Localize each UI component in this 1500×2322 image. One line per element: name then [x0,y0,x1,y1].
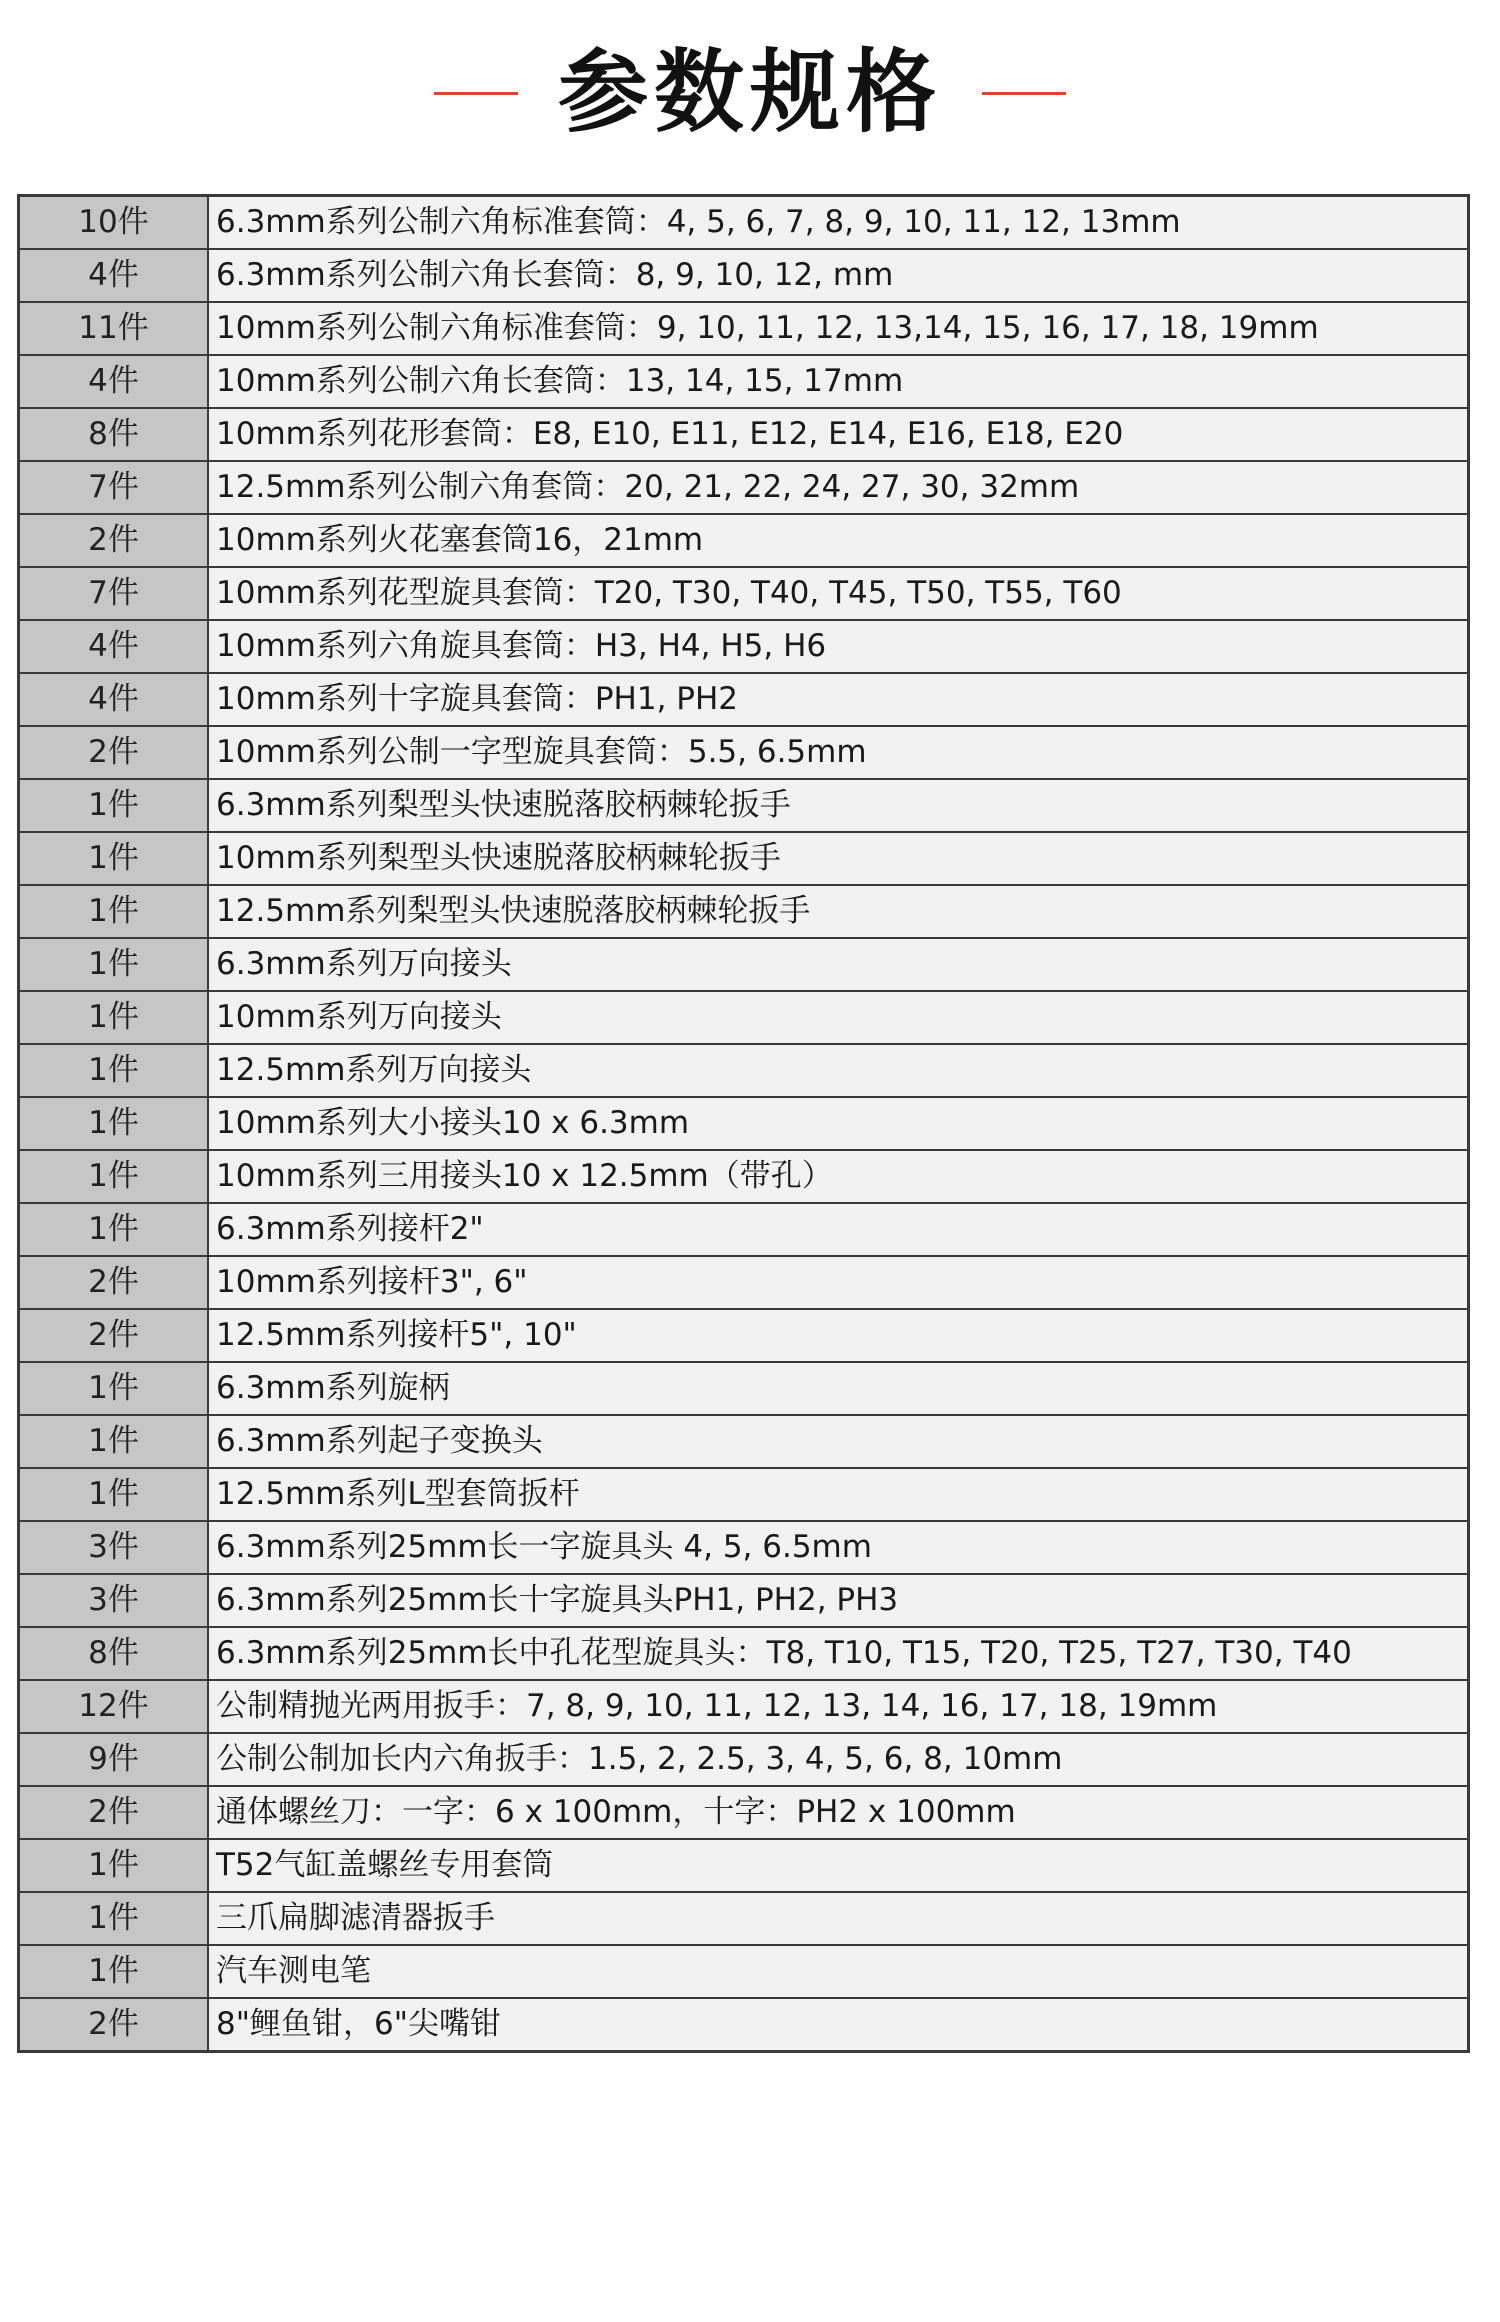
table-row [19,1203,1469,1256]
page-title: 参数规格 [558,40,942,145]
qty-cell: 1件 [19,1150,209,1203]
description-cell: 通体螺丝刀：一字：6 x 100mm，十字：PH2 x 100mm [208,1786,1469,1839]
table-row [19,673,1469,726]
description-cell: 10mm系列花型旋具套筒：T20, T30, T40, T45, T50, T55, T60 [208,567,1469,620]
description-cell: 10mm系列火花塞套筒16，21mm [208,514,1469,567]
description-cell: 公制精抛光两用扳手：7, 8, 9, 10, 11, 12, 13, 14, 16, 17, 18, 19mm [208,1680,1469,1733]
description-cell: 12.5mm系列接杆5", 10" [208,1309,1469,1362]
description-cell: 10mm系列公制六角标准套筒：9, 10, 11, 12, 13,14, 15, 16, 17, 18, 19mm [208,302,1469,355]
description-cell: 12.5mm系列公制六角套筒：20, 21, 22, 24, 27, 30, 32mm [208,461,1469,514]
description-cell: 10mm系列梨型头快速脱落胶柄棘轮扳手 [208,832,1469,885]
table-row [19,1998,1469,2052]
table-row [19,514,1469,567]
description-cell: 6.3mm系列公制六角长套筒：8, 9, 10, 12, mm [208,249,1469,302]
qty-cell: 4件 [19,620,209,673]
table-row [19,938,1469,991]
table-row [19,567,1469,620]
table-row [19,620,1469,673]
description-cell: 6.3mm系列梨型头快速脱落胶柄棘轮扳手 [208,779,1469,832]
description-cell: 12.5mm系列L型套筒扳杆 [208,1468,1469,1521]
qty-cell: 1件 [19,938,209,991]
table-row [19,1256,1469,1309]
table-row [19,1627,1469,1680]
table-row [19,1044,1469,1097]
title-left-line [434,92,518,95]
qty-cell: 1件 [19,1892,209,1945]
qty-cell: 2件 [19,1309,209,1362]
description-cell: 10mm系列十字旋具套筒：PH1, PH2 [208,673,1469,726]
description-cell: 10mm系列万向接头 [208,991,1469,1044]
table-row [19,1786,1469,1839]
table-row [19,408,1469,461]
description-cell: 6.3mm系列起子变换头 [208,1415,1469,1468]
spec-table-body [19,196,1469,2052]
qty-cell: 1件 [19,1097,209,1150]
qty-cell: 1件 [19,1203,209,1256]
description-cell: 6.3mm系列旋柄 [208,1362,1469,1415]
table-row [19,461,1469,514]
qty-cell: 10件 [19,196,209,250]
table-row [19,249,1469,302]
table-row [19,1892,1469,1945]
qty-cell: 3件 [19,1521,209,1574]
description-cell: 10mm系列六角旋具套筒：H3, H4, H5, H6 [208,620,1469,673]
table-row [19,832,1469,885]
description-cell: 10mm系列三用接头10 x 12.5mm（带孔） [208,1150,1469,1203]
table-row [19,1309,1469,1362]
qty-cell: 1件 [19,779,209,832]
qty-cell: 2件 [19,1256,209,1309]
qty-cell: 11件 [19,302,209,355]
qty-cell: 4件 [19,355,209,408]
description-cell: 6.3mm系列接杆2" [208,1203,1469,1256]
table-row [19,1574,1469,1627]
qty-cell: 12件 [19,1680,209,1733]
description-cell: 汽车测电笔 [208,1945,1469,1998]
qty-cell: 8件 [19,408,209,461]
table-row [19,1150,1469,1203]
table-row [19,302,1469,355]
qty-cell: 2件 [19,1786,209,1839]
qty-cell: 2件 [19,514,209,567]
qty-cell: 1件 [19,991,209,1044]
qty-cell: 1件 [19,1044,209,1097]
title-bar [0,38,1500,148]
table-row [19,1680,1469,1733]
description-cell: 10mm系列公制一字型旋具套筒：5.5, 6.5mm [208,726,1469,779]
description-cell: 公制公制加长内六角扳手：1.5, 2, 2.5, 3, 4, 5, 6, 8, 10mm [208,1733,1469,1786]
description-cell: 10mm系列大小接头10 x 6.3mm [208,1097,1469,1150]
qty-cell: 8件 [19,1627,209,1680]
table-row [19,1521,1469,1574]
qty-cell: 1件 [19,832,209,885]
description-cell: 12.5mm系列万向接头 [208,1044,1469,1097]
qty-cell: 7件 [19,461,209,514]
description-cell: 6.3mm系列万向接头 [208,938,1469,991]
description-cell: 12.5mm系列梨型头快速脱落胶柄棘轮扳手 [208,885,1469,938]
table-row [19,1839,1469,1892]
table-row [19,1733,1469,1786]
qty-cell: 4件 [19,673,209,726]
description-cell: 10mm系列接杆3", 6" [208,1256,1469,1309]
table-row [19,1362,1469,1415]
qty-cell: 2件 [19,1998,209,2052]
table-row [19,1097,1469,1150]
qty-cell: 7件 [19,567,209,620]
qty-cell: 1件 [19,1415,209,1468]
description-cell: 6.3mm系列25mm长一字旋具头 4, 5, 6.5mm [208,1521,1469,1574]
description-cell: T52气缸盖螺丝专用套筒 [208,1839,1469,1892]
qty-cell: 4件 [19,249,209,302]
qty-cell: 1件 [19,885,209,938]
qty-cell: 3件 [19,1574,209,1627]
description-cell: 8"鲤鱼钳，6"尖嘴钳 [208,1998,1469,2052]
table-row [19,196,1469,250]
table-row [19,726,1469,779]
description-cell: 6.3mm系列25mm长中孔花型旋具头：T8, T10, T15, T20, T25, T27, T30, T40 [208,1627,1469,1680]
description-cell: 6.3mm系列25mm长十字旋具头PH1, PH2, PH3 [208,1574,1469,1627]
qty-cell: 1件 [19,1362,209,1415]
table-row [19,1945,1469,1998]
table-row [19,991,1469,1044]
qty-cell: 2件 [19,726,209,779]
description-cell: 10mm系列花形套筒：E8, E10, E11, E12, E14, E16, E18, E20 [208,408,1469,461]
table-row [19,779,1469,832]
description-cell: 6.3mm系列公制六角标准套筒：4, 5, 6, 7, 8, 9, 10, 11, 12, 13mm [208,196,1469,250]
qty-cell: 1件 [19,1468,209,1521]
table-row [19,1415,1469,1468]
table-row [19,1468,1469,1521]
spec-table [17,194,1470,2053]
description-cell: 三爪扁脚滤清器扳手 [208,1892,1469,1945]
table-row [19,355,1469,408]
table-row [19,885,1469,938]
qty-cell: 1件 [19,1945,209,1998]
description-cell: 10mm系列公制六角长套筒：13, 14, 15, 17mm [208,355,1469,408]
title-right-line [982,92,1066,95]
qty-cell: 9件 [19,1733,209,1786]
qty-cell: 1件 [19,1839,209,1892]
